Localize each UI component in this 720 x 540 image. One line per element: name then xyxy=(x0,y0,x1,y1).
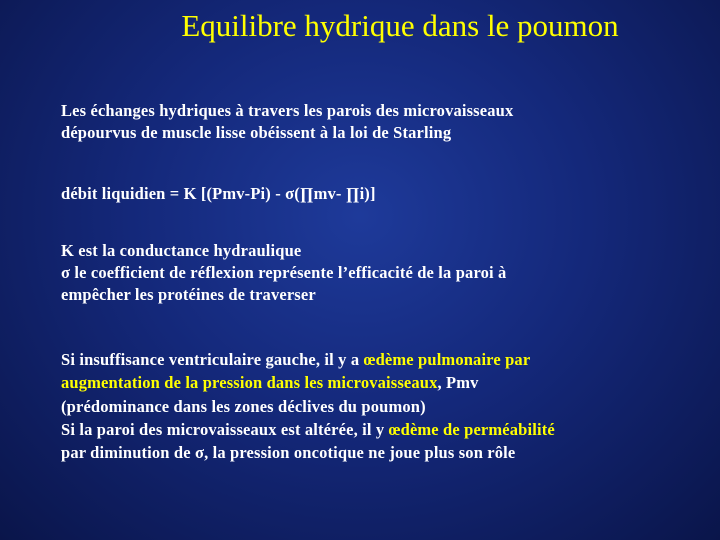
clinic-line-1 xyxy=(61,348,555,371)
definitions-paragraph xyxy=(61,240,506,306)
clinic-wall-prefix: Si la paroi des microvaisseaux est altérée, il y xyxy=(61,419,389,439)
intro-line-1: Les échanges hydriques à travers les parois des microvaisseaux xyxy=(61,101,514,120)
clinic-line-5: par diminution de σ, la pression oncotique ne joue plus son rôle xyxy=(61,443,516,463)
clinic-lvf-prefix: Si insuffisance ventriculaire gauche, il y a xyxy=(61,350,364,369)
slide-title: Equilibre hydrique dans le poumon xyxy=(181,8,619,43)
intro-paragraph xyxy=(61,100,513,144)
permeability-edema-highlight: œdème de perméabilité xyxy=(388,419,555,439)
pulmonary-edema-highlight: œdème pulmonaire par xyxy=(363,350,531,369)
sigma-definition-line-1: σ le coefficient de réflexion représente l’efficacité de la paroi à xyxy=(61,263,507,282)
clinic-line-3: (prédominance dans les zones déclives du poumon) xyxy=(61,396,426,416)
starling-formula: débit liquidien = K [(Pmv-Pi) - σ(∏mv- ∏i)] xyxy=(61,184,376,203)
pressure-increase-highlight: augmentation de la pression dans les microvaisseaux xyxy=(61,373,438,393)
k-definition: K est la conductance hydraulique xyxy=(61,241,302,260)
clinical-paragraph xyxy=(61,348,555,464)
intro-line-2: dépourvus de muscle lisse obéissent à la loi de Starling xyxy=(61,123,452,142)
sigma-definition-line-2: empêcher les protéines de traverser xyxy=(61,285,316,304)
clinic-line-2 xyxy=(61,371,555,394)
clinic-line-4 xyxy=(61,418,555,441)
clinic-pmv-suffix: , Pmv xyxy=(437,373,479,393)
